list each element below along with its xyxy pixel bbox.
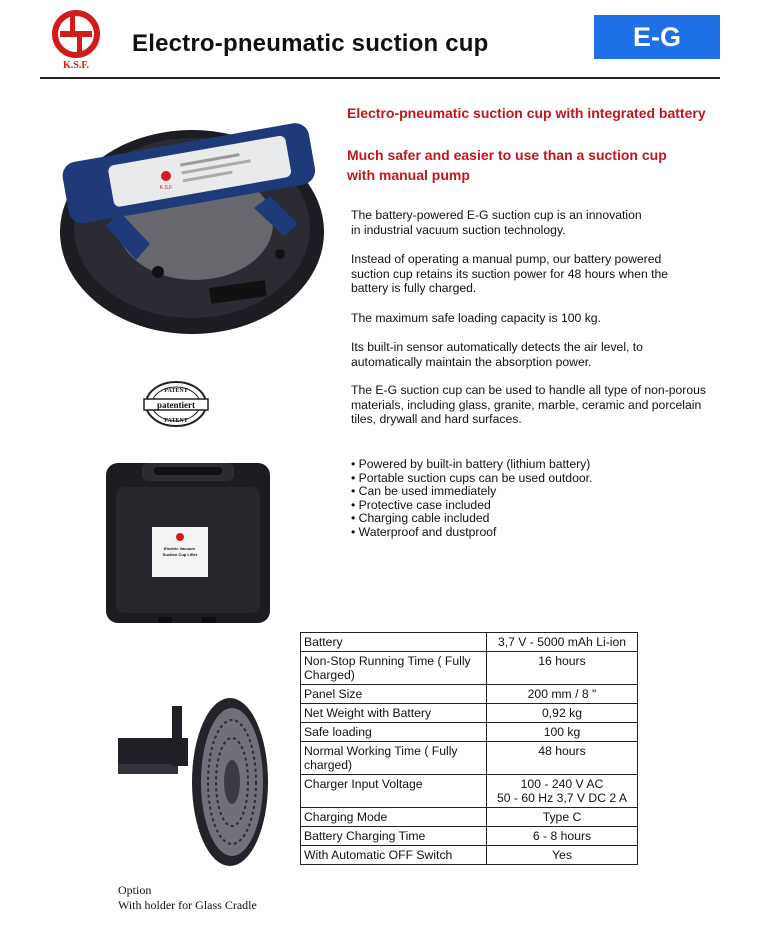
spec-key: Normal Working Time ( Fully charged) — [301, 742, 487, 775]
svg-text:K.S.F.: K.S.F. — [62, 60, 90, 70]
patent-seal-icon — [140, 378, 212, 430]
heading-integrated-battery: Electro-pneumatic suction cup with integrated battery — [347, 105, 706, 121]
feature-item: • Powered by built-in battery (lithium battery) — [351, 457, 591, 471]
table-row — [301, 685, 638, 704]
feature-item: • Portable suction cups can be used outdoor. — [351, 470, 593, 485]
page-title: Electro-pneumatic suction cup — [132, 30, 489, 57]
paragraph-manual-pump: Instead of operating a manual pump, our battery powered suction cup retains its suction power for 48 hours when the battery is fully charged. — [351, 252, 669, 295]
spec-key: Charging Mode — [301, 808, 487, 827]
svg-text:K.S.F: K.S.F — [159, 185, 173, 191]
model-badge: E-G — [594, 15, 720, 59]
spec-value: 6 - 8 hours — [487, 827, 638, 846]
heading-safer: Much safer and easier to use than a suction cup with manual pump — [347, 147, 667, 183]
spec-key: Battery — [301, 633, 487, 652]
spec-value: 3,7 V - 5000 mAh Li-ion — [487, 633, 638, 652]
spec-key: Safe loading — [301, 723, 487, 742]
paragraph-materials: The E-G suction cup can be used to handle all type of non-porous materials, including glass, granite, marble, ceramic and porcelain tiles, drywall and hard surfaces. — [351, 383, 707, 426]
option-caption-line: With holder for Glass Cradle — [118, 898, 257, 912]
feature-item: • Can be used immediately — [351, 484, 497, 499]
spec-table — [300, 632, 638, 865]
header-divider — [40, 77, 720, 79]
spec-value: 100 kg — [487, 723, 638, 742]
table-row — [301, 808, 638, 827]
table-row — [301, 846, 638, 865]
spec-key: Panel Size — [301, 685, 487, 704]
spec-key: Non-Stop Running Time ( Fully Charged) — [301, 652, 487, 685]
svg-text:PATENT: PATENT — [164, 388, 188, 394]
spec-value: 0,92 kg — [487, 704, 638, 723]
spec-value: Yes — [487, 846, 638, 865]
option-caption — [118, 883, 257, 913]
spec-key: Charger Input Voltage — [301, 775, 487, 808]
spec-value: 16 hours — [487, 652, 638, 685]
spec-key: Battery Charging Time — [301, 827, 487, 846]
option-caption-line: Option — [118, 883, 152, 897]
table-row — [301, 775, 638, 808]
feature-item: • Waterproof and dustproof — [351, 524, 497, 539]
feature-item: • Protective case included — [351, 497, 491, 512]
paragraph-capacity: The maximum safe loading capacity is 100 kg. — [351, 311, 601, 325]
table-row — [301, 742, 638, 775]
spec-value: 100 - 240 V AC 50 - 60 Hz 3,7 V DC 2 A — [487, 775, 638, 808]
spec-value: Type C — [487, 808, 638, 827]
feature-list — [351, 458, 592, 540]
feature-item: • Charging cable included — [351, 511, 490, 526]
paragraph-sensor: Its built-in sensor automatically detects the air level, to automatically maintain the absorption power. — [351, 340, 643, 369]
spec-value: 200 mm / 8 " — [487, 685, 638, 704]
spec-key: With Automatic OFF Switch — [301, 846, 487, 865]
table-row — [301, 652, 638, 685]
suction-cup-photo — [40, 104, 328, 348]
table-row — [301, 827, 638, 846]
spec-key: Net Weight with Battery — [301, 704, 487, 723]
carry-case-photo — [102, 457, 274, 629]
table-row — [301, 723, 638, 742]
table-row — [301, 704, 638, 723]
svg-text:patentiert: patentiert — [157, 400, 195, 410]
svg-text:Electric Vacuum Suction Cu: Electric Vacuum Suction Cup Lifter — [162, 546, 198, 557]
svg-text:PATENT: PATENT — [164, 418, 188, 424]
paragraph-intro: The battery-powered E-G suction cup is an innovation in industrial vacuum suction technology. — [351, 208, 642, 237]
spec-value: 48 hours — [487, 742, 638, 775]
ksf-logo — [50, 10, 102, 70]
table-row — [301, 633, 638, 652]
glass-cradle-photo — [118, 690, 268, 870]
